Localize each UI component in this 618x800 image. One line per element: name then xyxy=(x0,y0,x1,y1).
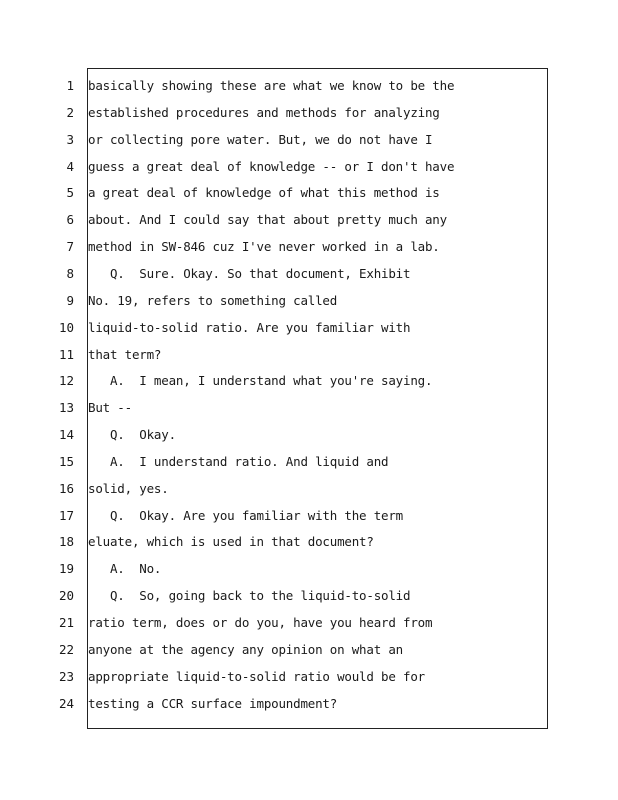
line-number: 22 xyxy=(58,641,74,657)
transcript-line xyxy=(0,72,618,99)
line-number: 16 xyxy=(58,480,74,496)
line-text: anyone at the agency any opinion on what an xyxy=(88,641,404,657)
line-text: Q. So, going back to the liquid-to-solid xyxy=(88,588,411,604)
line-text: basically showing these are what we know to be the xyxy=(88,78,455,93)
line-number: 20 xyxy=(58,588,74,604)
line-text: eluate, which is used in that document? xyxy=(88,534,374,550)
transcript-line xyxy=(0,341,618,368)
line-number: 3 xyxy=(66,131,74,147)
line-text: established procedures and methods for analyzing xyxy=(88,104,440,120)
line-text: Q. Okay. xyxy=(88,427,176,443)
line-text: A. I understand ratio. And liquid and xyxy=(88,453,389,469)
transcript-line xyxy=(0,663,618,690)
line-number: 17 xyxy=(58,507,74,523)
line-text: Q. Okay. Are you familiar with the term xyxy=(88,507,404,523)
transcript-line xyxy=(0,636,618,663)
transcript-line xyxy=(0,690,618,717)
transcript-line xyxy=(0,421,618,448)
line-number: 24 xyxy=(58,695,74,711)
line-text: But -- xyxy=(88,400,132,416)
transcript-line xyxy=(0,233,618,260)
line-text: No. 19, refers to something called xyxy=(88,292,338,308)
line-text: solid, yes. xyxy=(88,480,169,496)
transcript-line xyxy=(0,367,618,394)
line-number: 10 xyxy=(58,319,74,335)
line-text: guess a great deal of knowledge -- or I don't have xyxy=(88,158,455,174)
transcript-line xyxy=(0,314,618,341)
line-text: or collecting pore water. But, we do not have I xyxy=(88,131,433,147)
transcript-line xyxy=(0,555,618,582)
transcript-line xyxy=(0,528,618,555)
line-text: ratio term, does or do you, have you heard from xyxy=(88,615,433,630)
line-text: testing a CCR surface impoundment? xyxy=(88,695,338,711)
line-text: A. I mean, I understand what you're saying. xyxy=(88,373,433,389)
line-number: 15 xyxy=(58,453,74,469)
line-text: a great deal of knowledge of what this method is xyxy=(88,185,440,201)
line-number: 4 xyxy=(66,158,74,174)
line-number: 2 xyxy=(66,104,74,120)
line-number: 14 xyxy=(58,427,74,443)
line-number: 13 xyxy=(58,400,74,416)
line-number: 9 xyxy=(66,292,74,308)
transcript-line xyxy=(0,179,618,206)
line-number: 6 xyxy=(66,212,74,228)
line-text: method in SW-846 cuz I've never worked in a lab. xyxy=(88,239,440,255)
transcript-line xyxy=(0,448,618,475)
transcript-line xyxy=(0,609,618,636)
transcript-line xyxy=(0,502,618,529)
transcript-line xyxy=(0,582,618,609)
transcript-line xyxy=(0,287,618,314)
line-number: 19 xyxy=(58,561,74,577)
line-text: liquid-to-solid ratio. Are you familiar with xyxy=(88,319,411,335)
line-number: 7 xyxy=(66,239,74,255)
line-text: Q. Sure. Okay. So that document, Exhibit xyxy=(88,265,411,281)
transcript-line xyxy=(0,206,618,233)
line-number: 18 xyxy=(58,534,74,550)
line-number: 1 xyxy=(66,78,74,93)
line-text: that term? xyxy=(88,346,162,362)
transcript-line xyxy=(0,394,618,421)
line-text: A. No. xyxy=(88,561,162,577)
transcript-line xyxy=(0,475,618,502)
line-text: about. And I could say that about pretty much any xyxy=(88,212,447,228)
line-number: 12 xyxy=(58,373,74,389)
line-number: 23 xyxy=(58,668,74,684)
line-number: 21 xyxy=(58,615,74,630)
line-number: 5 xyxy=(66,185,74,201)
line-number: 11 xyxy=(58,346,74,362)
line-number: 8 xyxy=(66,265,74,281)
line-text: appropriate liquid-to-solid ratio would be for xyxy=(88,668,425,684)
transcript-line xyxy=(0,260,618,287)
transcript-line xyxy=(0,99,618,126)
transcript-line xyxy=(0,126,618,153)
transcript-line xyxy=(0,153,618,180)
